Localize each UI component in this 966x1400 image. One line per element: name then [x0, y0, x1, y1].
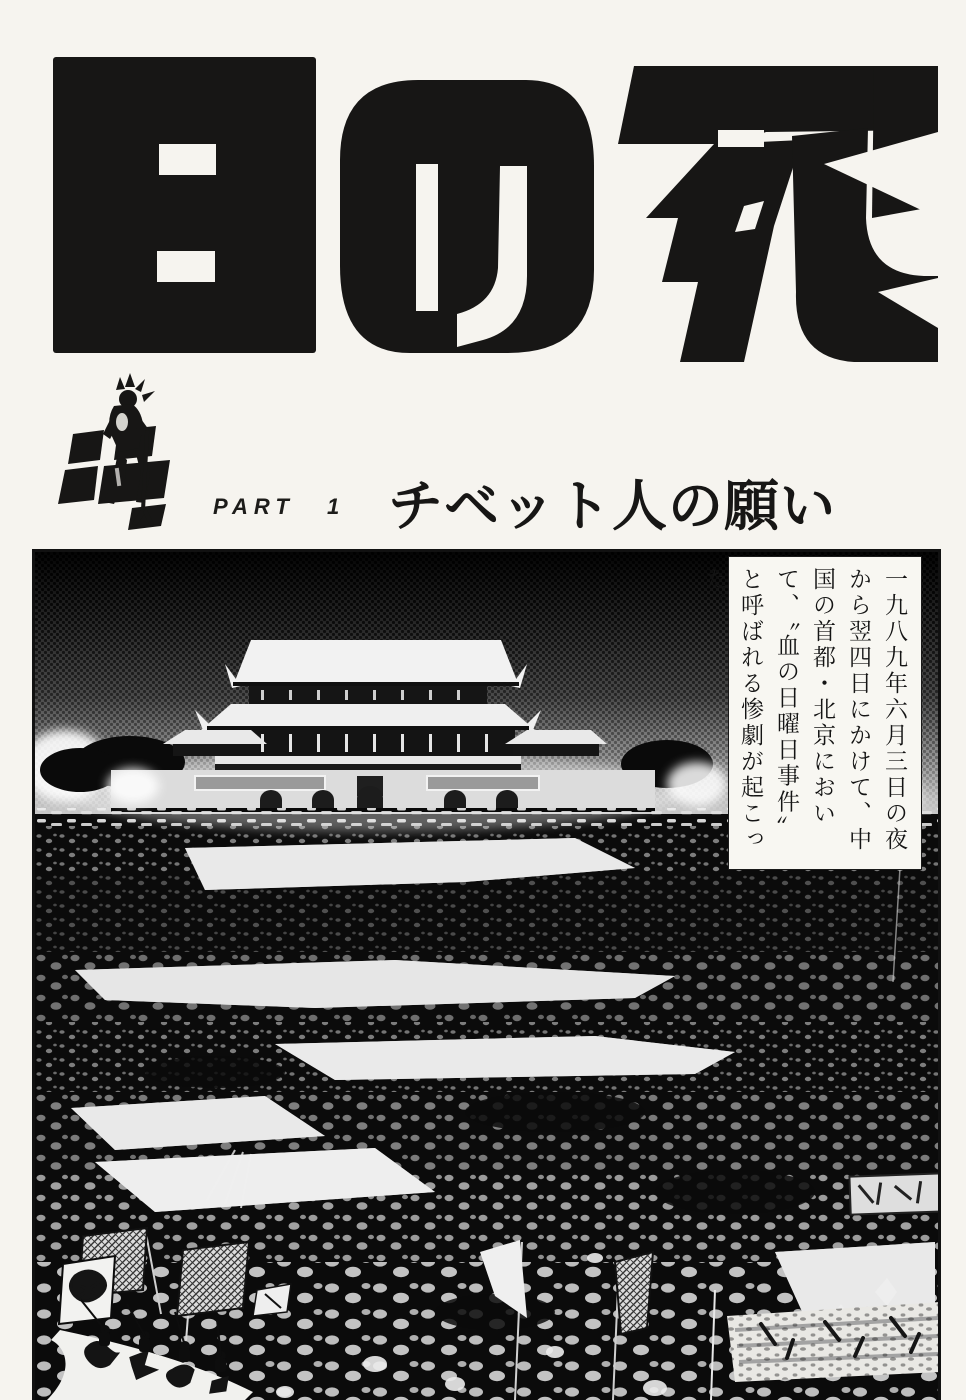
- title-glyph-no: [340, 80, 594, 353]
- distant-banner: [849, 1173, 938, 1214]
- glyph-cutout: [157, 251, 215, 282]
- title-glyph-shi: [616, 66, 938, 362]
- title-glyph-hi: [53, 57, 316, 353]
- hatched-flag: [177, 1242, 249, 1316]
- series-logo-13: [56, 372, 206, 544]
- manga-panel: [35, 552, 938, 1400]
- chapter-title: チベット人の願い: [388, 475, 837, 537]
- golgo-figure-icon: [103, 373, 155, 526]
- glyph-cutout: [159, 144, 216, 175]
- part-label: PART 1: [213, 494, 346, 519]
- hatched-flag: [615, 1252, 653, 1334]
- long-banner-right: [727, 1302, 938, 1382]
- caption-text: 一九八九年六月三日の夜から翌四日にかけて、中国の首都・北京において、〝血の日曜日事件〟と呼ばれる惨劇が起こった。: [702, 567, 908, 853]
- caption-box: [702, 556, 922, 870]
